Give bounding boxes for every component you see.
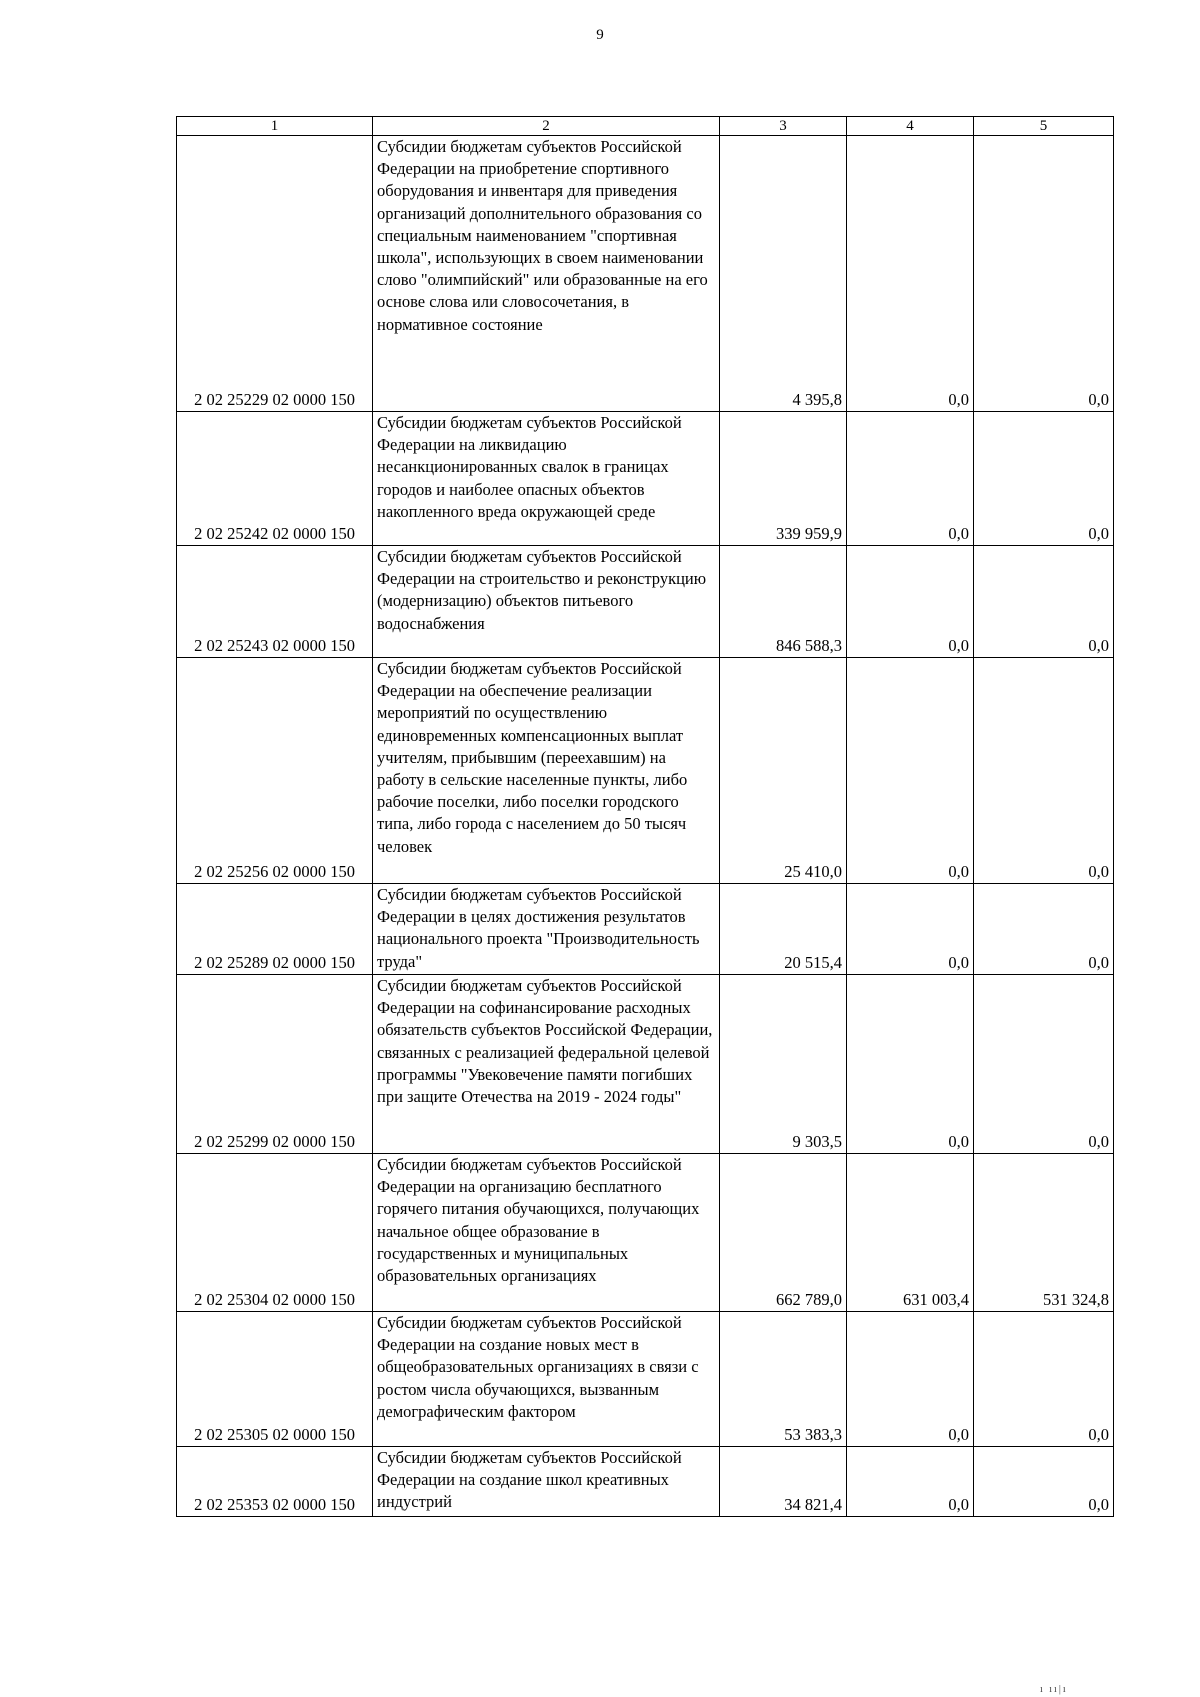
row-description: Субсидии бюджетам субъектов Российской Федерации на ликвидацию несанкционированных свалок в границах городов и наиболее опасных объектов накопленного вреда окружающей среде <box>373 412 720 546</box>
row-value-3: 662 789,0 <box>720 1154 847 1312</box>
row-code: 2 02 25305 02 0000 150 <box>177 1312 373 1447</box>
budget-table <box>176 116 1114 1517</box>
row-value-4: 0,0 <box>847 975 974 1154</box>
row-value-5: 0,0 <box>974 1447 1114 1517</box>
row-value-4: 0,0 <box>847 1312 974 1447</box>
table-row <box>177 1154 1114 1312</box>
row-value-5: 0,0 <box>974 975 1114 1154</box>
row-description: Субсидии бюджетам субъектов Российской Федерации на строительство и реконструкцию (модернизацию) объектов питьевого водоснабжения <box>373 546 720 658</box>
column-header-1: 1 <box>177 117 373 136</box>
page-number: 9 <box>596 27 604 43</box>
table-row <box>177 884 1114 975</box>
row-description: Субсидии бюджетам субъектов Российской Федерации на создание школ креативных индустрий <box>373 1447 720 1517</box>
row-value-4: 0,0 <box>847 546 974 658</box>
table-row <box>177 1312 1114 1447</box>
row-value-3: 4 395,8 <box>720 136 847 412</box>
row-value-4: 0,0 <box>847 1447 974 1517</box>
scan-marks: ı ıı|ı <box>1040 1684 1068 1695</box>
row-value-5: 0,0 <box>974 658 1114 884</box>
row-value-5: 0,0 <box>974 412 1114 546</box>
row-value-5: 0,0 <box>974 1312 1114 1447</box>
row-description: Субсидии бюджетам субъектов Российской Федерации на софинансирование расходных обязательств субъектов Российской Федерации, связанных с реализацией федеральной целевой программы "Увековечение памяти погибших при защите Отечества на 2019 - 2024 годы" <box>373 975 720 1154</box>
table-row <box>177 136 1114 412</box>
row-code: 2 02 25242 02 0000 150 <box>177 412 373 546</box>
column-header-2: 2 <box>373 117 720 136</box>
row-value-4: 0,0 <box>847 884 974 975</box>
row-code: 2 02 25289 02 0000 150 <box>177 884 373 975</box>
row-value-3: 53 383,3 <box>720 1312 847 1447</box>
row-description: Субсидии бюджетам субъектов Российской Федерации на приобретение спортивного оборудования и инвентаря для приведения организаций дополнительного образования со специальным наименованием "спортивная школа", использующих в своем наименовании слово "олимпийский" или образованные на его основе слова или словосочетания, в нормативное состояние <box>373 136 720 412</box>
table-header-row <box>177 117 1114 136</box>
table-row <box>177 658 1114 884</box>
row-description: Субсидии бюджетам субъектов Российской Федерации в целях достижения результатов национального проекта "Производительность труда" <box>373 884 720 975</box>
row-value-5: 0,0 <box>974 136 1114 412</box>
row-code: 2 02 25299 02 0000 150 <box>177 975 373 1154</box>
row-code: 2 02 25243 02 0000 150 <box>177 546 373 658</box>
row-value-5: 531 324,8 <box>974 1154 1114 1312</box>
row-code: 2 02 25304 02 0000 150 <box>177 1154 373 1312</box>
row-value-3: 339 959,9 <box>720 412 847 546</box>
column-header-3: 3 <box>720 117 847 136</box>
column-header-5: 5 <box>974 117 1114 136</box>
table-row <box>177 975 1114 1154</box>
row-value-4: 0,0 <box>847 412 974 546</box>
row-value-3: 20 515,4 <box>720 884 847 975</box>
row-value-4: 631 003,4 <box>847 1154 974 1312</box>
row-description: Субсидии бюджетам субъектов Российской Федерации на обеспечение реализации мероприятий по осуществлению единовременных компенсационных выплат учителям, прибывшим (переехавшим) на работу в сельские населенные пункты, либо рабочие поселки, либо поселки городского типа, либо города с населением до 50 тысяч человек <box>373 658 720 884</box>
row-value-3: 9 303,5 <box>720 975 847 1154</box>
table-row <box>177 412 1114 546</box>
row-value-3: 846 588,3 <box>720 546 847 658</box>
row-value-5: 0,0 <box>974 884 1114 975</box>
table-row <box>177 546 1114 658</box>
row-description: Субсидии бюджетам субъектов Российской Федерации на создание новых мест в общеобразовательных организациях в связи с ростом числа обучающихся, вызванным демографическим фактором <box>373 1312 720 1447</box>
table-row <box>177 1447 1114 1517</box>
row-value-3: 25 410,0 <box>720 658 847 884</box>
row-code: 2 02 25229 02 0000 150 <box>177 136 373 412</box>
row-code: 2 02 25256 02 0000 150 <box>177 658 373 884</box>
column-header-4: 4 <box>847 117 974 136</box>
row-value-3: 34 821,4 <box>720 1447 847 1517</box>
row-value-5: 0,0 <box>974 546 1114 658</box>
row-code: 2 02 25353 02 0000 150 <box>177 1447 373 1517</box>
row-description: Субсидии бюджетам субъектов Российской Федерации на организацию бесплатного горячего питания обучающихся, получающих начальное общее образование в государственных и муниципальных образовательных организациях <box>373 1154 720 1312</box>
row-value-4: 0,0 <box>847 136 974 412</box>
row-value-4: 0,0 <box>847 658 974 884</box>
